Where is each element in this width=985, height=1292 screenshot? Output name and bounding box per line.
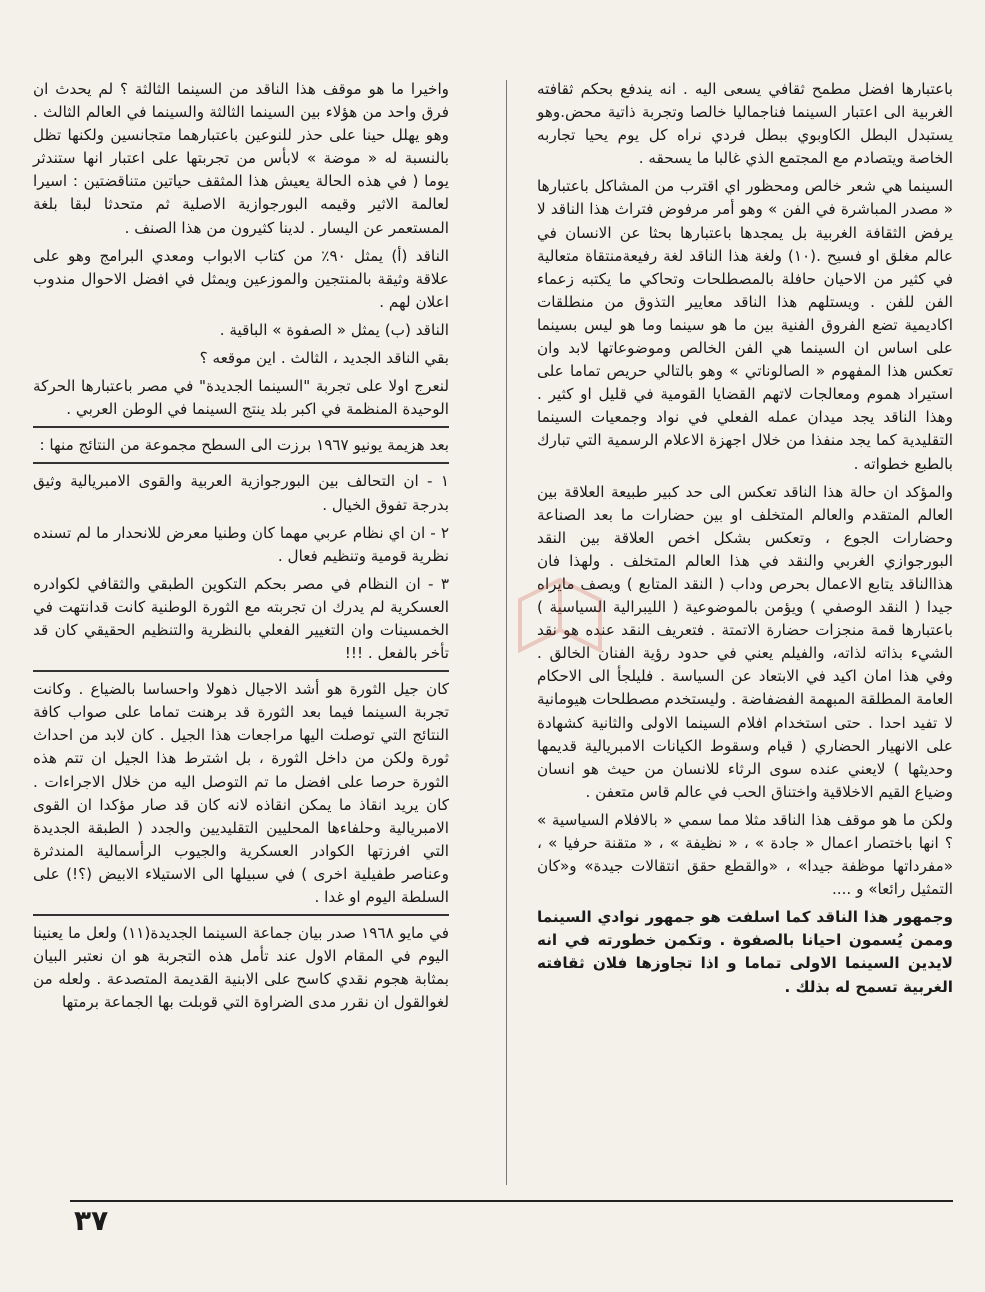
paragraph: باعتبارها افضل مطمح ثقافي يسعى اليه . انه يندفع بحكم ثقافته الغربية الى اعتبار السينما فناجماليا خالصا وتجربة ذاتية محض.وهو يستبدل البطل الكاوبوي ببطل فردي نراه كل يوم يحيا تجاربه الخاصة ويتصادم مع المجتمع الذي غالبا ما يسحقه . — [537, 80, 953, 168]
section-rule — [33, 462, 449, 464]
paragraph: وجمهور هذا الناقد كما اسلفت هو جمهور نوادي السينما وممن يُسمون احيانا بالصفوة . وتكمن خطورته في انه لايدين السينما الاولى تماما و اذا تجاوزها فلان ثقافته الغربية تسمح له بذلك . — [537, 908, 953, 996]
list-item: ٢ - ان اي نظام عربي مهما كان وطنيا معرض للانحدار ما لم تسنده نظرية قومية وتنظيم فعال . — [33, 523, 449, 565]
paragraph: الناقد (أ) يمثل ٩٠٪ من كتاب الابواب ومعدي البرامج وهو على علاقة وثيقة بالمنتجين والموزعين ويمثل في افضل الاحوال مندوب اعلان لهم . — [33, 246, 449, 311]
paragraph: كان جيل الثورة هو أشد الاجيال ذهولا واحساسا بالضياع . وكانت تجربة السينما فيما بعد الثورة قد برهنت تماما على صواب كافة النتائج التي توصلت اليها مراجعات هذا الجيل . كان لابد من احداث ثورة ولكن من داخل الثورة ، بل اشترط هذا الجيل ان تتم هذه الثورة حرصا على افضل ما تم التوصل اليه من خلال الاجراءات . كان يريد انقاذ ما يمكن انقاذه لانه كان قد صار مؤكدا ان القوى الامبريالية وحلفاءها المحليين التقليديين والجدد ( الطبقة الجديدة التي افرزتها الكوادر العسكرية والجيوب الرأسمالية المندثرة وعناصر طفيلية اخرى ) في سبيلها الى الاستيلاء الابيض (؟!) على السلطة اليوم او غدا . — [33, 680, 449, 906]
paragraph: الناقد (ب) يمثل « الصفوة » الباقية . — [219, 320, 449, 339]
paragraph: ولكن ما هو موقف هذا الناقد مثلا مما سمي « بالافلام السياسية » ؟ انها باختصار اعمال « جادة » ، « نظيفة » ، « متقنة حرفيا » ، «مفرداتها موظفة جيدا» ، «والقطع حقق انتقالات جيدة» و«كان التمثيل رائعا» و .... — [537, 810, 953, 899]
paragraph: لنعرج اولا على تجربة "السينما الجديدة" في مصر باعتبارها الحركة الوحيدة المنظمة في اكبر بلد ينتج السينما في الوطن العربي . — [33, 377, 449, 419]
paragraph: السينما هي شعر خالص ومحظور اي اقترب من المشاكل باعتبارها « مصدر المباشرة في الفن » وهو أمر مرفوض فتراث هذا الناقد لا يرفض الثقافة الغربية بل يمجدها باعتبارها بحثا عن الانسان في عالم مغلق او فسيح .(١٠) ولغة هذا الناقد لغة رفيعةمنتقاة متعالية في كثير من الاحيان حافلة بالمصطلحات وتحاكي ما يكتبه زعماء الفن للفن . ويستلهم هذا الناقد معايير التذوق من منطلقات اكاديمية تضع الفروق الفنية بين ما هو سينما وما هو ليس بسينما على اساس ان السينما هي الفن الخالص وموضوعاتها لابد وان تعكس هذا المفهوم « الصالوناتي » وهو بالتالي حريص تماما على استيراد هموم ومعالجات لاتهم القضايا القومية في قليل او كثير . وهذا الناقد يجد ميدان عمله الفعلي في نواد وجمعيات السينما التقليدية كما يجد منفذا من خلال اجهزة الاعلام الرسمية التي تبارك بالطبع خطواته . — [537, 177, 953, 473]
right-column — [537, 78, 953, 1004]
list-item: ١ - ان التحالف بين البورجوازية العربية والقوى الامبريالية وثيق بدرجة تفوق الخيال . — [33, 472, 449, 514]
page-number: ٣٧ — [74, 1204, 109, 1237]
footer-rule — [70, 1200, 953, 1202]
paragraph: في مايو ١٩٦٨ صدر بيان جماعة السينما الجديدة(١١) ولعل ما يعنينا اليوم في المقام الاول عند تأمل هذه التجربة هو ان نعتبر البيان بمثابة هجوم نقدي كاسح على الابنية القديمة المتصدعة . ولعله من لغوالقول ان نقرر مدى الضراوة التي قوبلت بها الجماعة برمتها — [33, 924, 449, 1012]
left-column — [33, 78, 449, 1019]
section-rule — [33, 670, 449, 672]
list-item: ٣ - ان النظام في مصر بحكم التكوين الطبقي والثقافي لكوادره العسكرية لم يدرك ان تجربته مع الثورة الوطنية كانت قدانتهت في الخمسينات وان التغيير الفعلي بالنظرية والتنظيم الحقيقي كان قد تأخر بالفعل . !!! — [33, 574, 449, 663]
paragraph: بعد هزيمة يونيو ١٩٦٧ برزت الى السطح مجموعة من النتائج منها : — [39, 436, 449, 455]
section-rule — [33, 914, 449, 916]
column-divider — [506, 80, 507, 1185]
paragraph: والمؤكد ان حالة هذا الناقد تعكس الى حد كبير طبيعة العلاقة بين العالم المتقدم والعالم المتخلف او بين حضارات ما بعد الصناعة وحضارات الجوع ، وتعكس بشكل اخص العلاقة بين النقد البورجوازي الغربي والنقد في هذا العالم المتخلف . ولهذا فان هذاالناقد يتابع الاعمال بحرص وداب ( النقد المتابع ) ويصف مايراه جيدا ( النقد الوصفي ) ويؤمن بالموضوعية ( الليبرالية السياسية ) باعتبارها قمة منجزات حضارة الاتمتة . فتعريف النقد عنده هو نقد الشيء بذاته لذاته، والفيلم يعني في حدود رؤية الفنان الخالق . وفي هذا امان اكيد في الابتعاد عن السياسة . فليلجأ الى الاحكام العامة المطلقة المبهمة الفضفاضة . وليستخدم مصطلحات هيومانية لا تفيد احدا . حتى استخدام افلام السينما الاولى والثانية كشهادة على الانهيار الحضاري ( قيام وسقوط الكيانات الامبريالية قديمها وحديثها ) لايعني عنده سوى الرثاء للانسان من حيث هو انسان وضياع القيم الاخلاقية واختناق الحب في عالم قاس متعفن . — [537, 482, 953, 801]
paragraph: بقي الناقد الجديد ، الثالث . اين موقعه ؟ — [199, 349, 449, 368]
paragraph: واخيرا ما هو موقف هذا الناقد من السينما الثالثة ؟ لم يحدث ان فرق واحد من هؤلاء بين السينما الثالثة والسينما في العالم الثالث . وهو يهلل حينا على حذر للنوعين باعتبارهما متجانسين ولكنها تظل بالنسبة له « موضة » لابأس من تجربتها على اعتبار انها ستندثر يوما ( في هذه الحالة يعيش هذا المثقف حياتين متناقضتين : اسيرا لعالمة الاثير وقيمه البورجوازية الاصلية ثم متحدثا لبقا بلغة المستعمر عن اليسار . لدينا كثيرون من هذا الصنف . — [33, 80, 449, 237]
section-rule — [33, 426, 449, 428]
